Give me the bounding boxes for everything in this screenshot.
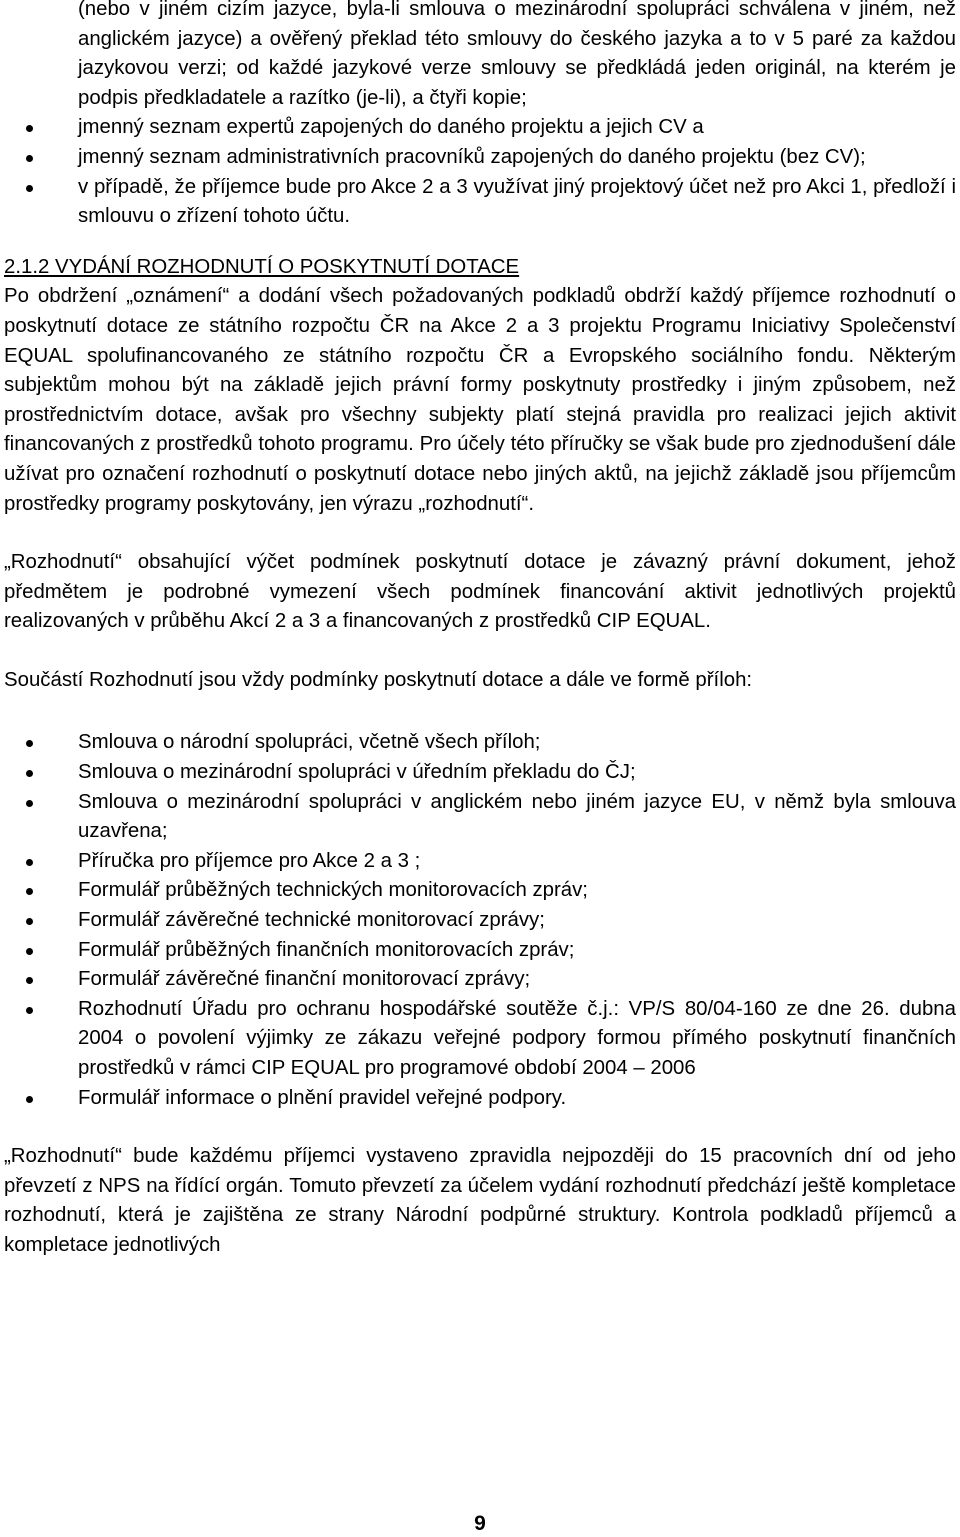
section-heading: 2.1.2 VYDÁNÍ ROZHODNUTÍ O POSKYTNUTÍ DOTACE — [4, 255, 520, 278]
continued-list — [4, 0, 956, 113]
list-item: v případě, že příjemce bude pro Akce 2 a 3 využívat jiný projektový účet než pro Akci 1, předloží i smlouvu o zřízení tohoto účtu. — [4, 173, 956, 232]
requirements-list — [4, 113, 956, 231]
page-number: 9 — [474, 1512, 486, 1535]
list-item: Smlouva o mezinárodní spolupráci v úředním překladu do ČJ; — [4, 758, 956, 788]
list-item: Formulář závěrečné technické monitorovací zprávy; — [4, 906, 956, 936]
list-item: Rozhodnutí Úřadu pro ochranu hospodářské soutěže č.j.: VP/S 80/04-160 ze dne 26. dubna 2004 o povolení výjimky ze zákazu veřejné podpory formou přímého poskytnutí finančních prostředků v rámci CIP EQUAL pro programové období 2004 – 2006 — [4, 995, 956, 1084]
list-item: Příručka pro příjemce pro Akce 2 a 3 ; — [4, 847, 956, 877]
list-item: Formulář závěrečné finanční monitorovací zprávy; — [4, 965, 956, 995]
paragraph: Součástí Rozhodnutí jsou vždy podmínky poskytnutí dotace a dále ve formě příloh: — [4, 668, 753, 691]
list-item: Formulář průběžných technických monitorovacích zpráv; — [4, 876, 956, 906]
document-page — [4, 0, 956, 1261]
paragraph: Po obdržení „oznámení“ a dodání všech požadovaných podkladů obdrží každý příjemce rozhodnutí o poskytnutí dotace ze státního rozpočtu ČR na Akce 2 a 3 projektu Programu Iniciativy Společenství EQUAL spolufinancovaného ze státního rozpočtu ČR a Evropského sociálního fondu. Některým subjektům mohou být na základě jejich právní formy poskytnuty prostředky i jiným způsobem, než prostřednictvím dotace, avšak pro všechny subjekty platí stejná pravidla pro realizaci jejich aktivit financovaných z prostředků tohoto programu. Pro účely této příručky se však bude pro zjednodušení dále užívat pro označení rozhodnutí o poskytnutí dotace nebo jiných aktů, na jejichž základě jsou příjemcům prostředky programy poskytovány, jen výrazu „rozhodnutí“. — [4, 285, 956, 515]
paragraph: „Rozhodnutí“ obsahující výčet podmínek poskytnutí dotace je závazný právní dokument, jehož předmětem je podrobné vymezení všech podmínek financování aktivit jednotlivých projektů realizovaných v průběhu Akcí 2 a 3 a financovaných z prostředků CIP EQUAL. — [4, 551, 956, 633]
continued-list-item — [4, 0, 956, 113]
list-item: jmenný seznam administrativních pracovníků zapojených do daného projektu (bez CV); — [4, 143, 956, 173]
attachments-list — [4, 728, 956, 1113]
paragraph: „Rozhodnutí“ bude každému příjemci vystaveno zpravidla nejpozději do 15 pracovních dní od jeho převzetí z NPS na řídící orgán. Tomuto převzetí za účelem vydání rozhodnutí předchází ještě kompletace rozhodnutí, která je zajištěna ze strany Národní podpůrné struktury. Kontrola podkladů příjemců a kompletace jednotlivých — [4, 1145, 956, 1256]
list-item: Formulář průběžných finančních monitorovacích zpráv; — [4, 936, 956, 966]
list-item: Formulář informace o plnění pravidel veřejné podpory. — [4, 1084, 956, 1114]
list-item: Smlouva o mezinárodní spolupráci v anglickém nebo jiném jazyce EU, v němž byla smlouva uzavřena; — [4, 788, 956, 847]
list-item: Smlouva o národní spolupráci, včetně všech příloh; — [4, 728, 956, 758]
list-item: jmenný seznam expertů zapojených do daného projektu a jejich CV a — [4, 113, 956, 143]
continued-item-text: (nebo v jiném cizím jazyce, byla-li smlouva o mezinárodní spolupráci schválena v jiném, než anglickém jazyce) a ověřený překlad této smlouvy do českého jazyka a to v 5 paré za každou jazykovou verzi; od každé jazykové verze smlouvy se předkládá jeden originál, na kterém je podpis předkladatele a razítko (je-li), a čtyři kopie; — [78, 0, 956, 109]
